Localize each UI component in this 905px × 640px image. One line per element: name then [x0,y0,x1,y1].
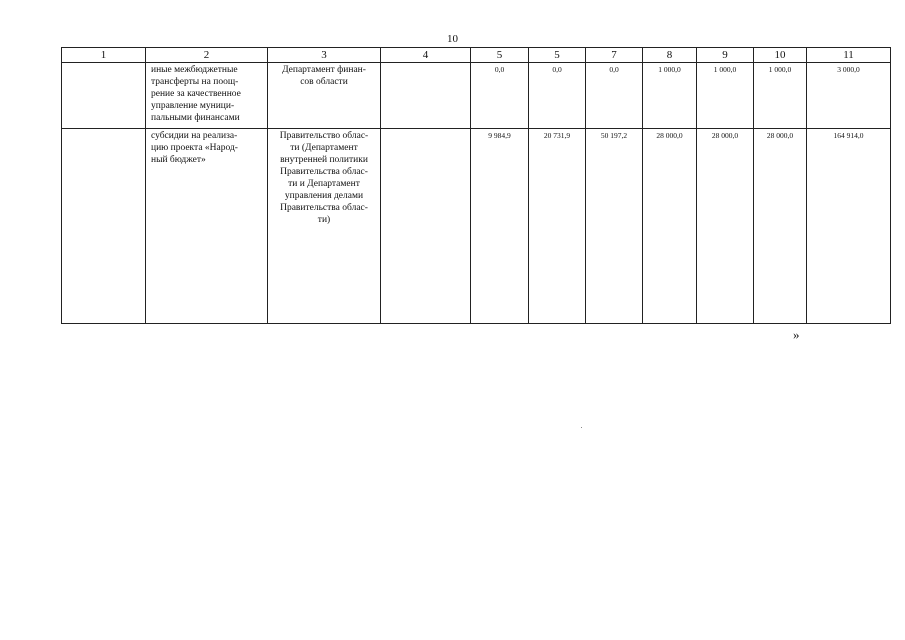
header-cell: 2 [146,48,268,63]
empty-cell [381,129,471,324]
measure-name-line: управление муници- [151,101,235,111]
executor-cell [268,129,381,324]
row-number-cell [62,129,146,324]
executor-cell [268,63,381,129]
value-cell: 1 000,0 [697,63,754,129]
row-number-cell [62,63,146,129]
value-cell: 1 000,0 [754,63,807,129]
value-cell: 50 197,2 [586,129,643,324]
total-value-cell: 164 914,0 [807,129,891,324]
header-cell: 9 [697,48,754,63]
measure-name-line: субсидии на реализа- [151,131,238,141]
table-row [62,129,891,324]
executor-line: ти (Департамент [290,143,358,153]
header-cell: 7 [586,48,643,63]
value-cell: 9 984,9 [471,129,529,324]
value-cell: 0,0 [471,63,529,129]
measure-name-cell [146,63,268,129]
measure-name-line: цию проекта «Народ- [151,143,238,153]
measure-name-line: иные межбюджетные [151,65,238,75]
header-cell: 10 [754,48,807,63]
header-row [62,48,891,63]
measure-name-line: рение за качественное [151,89,241,99]
executor-line: Правительство облас- [279,131,369,141]
header-cell: 4 [381,48,471,63]
executor-line: Правительства облас- [280,167,368,177]
executor-line: управления делами [284,191,364,201]
closing-quote-mark: » [793,327,800,342]
page-number: 10 [447,33,458,45]
header-cell: 3 [268,48,381,63]
scan-speck [581,427,582,428]
value-cell: 1 000,0 [643,63,697,129]
value-cell: 0,0 [586,63,643,129]
measure-name-line: пальными финансами [151,113,240,123]
value-cell: 0,0 [529,63,586,129]
budget-table [61,47,891,324]
value-cell: 20 731,9 [529,129,586,324]
value-cell: 28 000,0 [754,129,807,324]
executor-line: ти и Департамент [288,179,360,189]
measure-name-line: трансферты на поощ- [151,77,239,87]
executor-line: Департамент финан- [282,65,366,75]
header-cell: 8 [643,48,697,63]
executor-line: Правительства облас- [280,203,368,213]
header-cell: 1 [62,48,146,63]
executor-line: сов области [300,77,348,87]
total-value-cell: 3 000,0 [807,63,891,129]
value-cell: 28 000,0 [643,129,697,324]
value-cell: 28 000,0 [697,129,754,324]
header-cell: 5 [529,48,586,63]
header-cell: 11 [807,48,891,63]
header-cell: 5 [471,48,529,63]
measure-name-cell [146,129,268,324]
executor-line: внутренней политики [280,155,368,165]
empty-cell [381,63,471,129]
executor-line: ти) [317,215,331,225]
measure-name-line: ный бюджет» [151,155,206,165]
table-row [62,63,891,129]
